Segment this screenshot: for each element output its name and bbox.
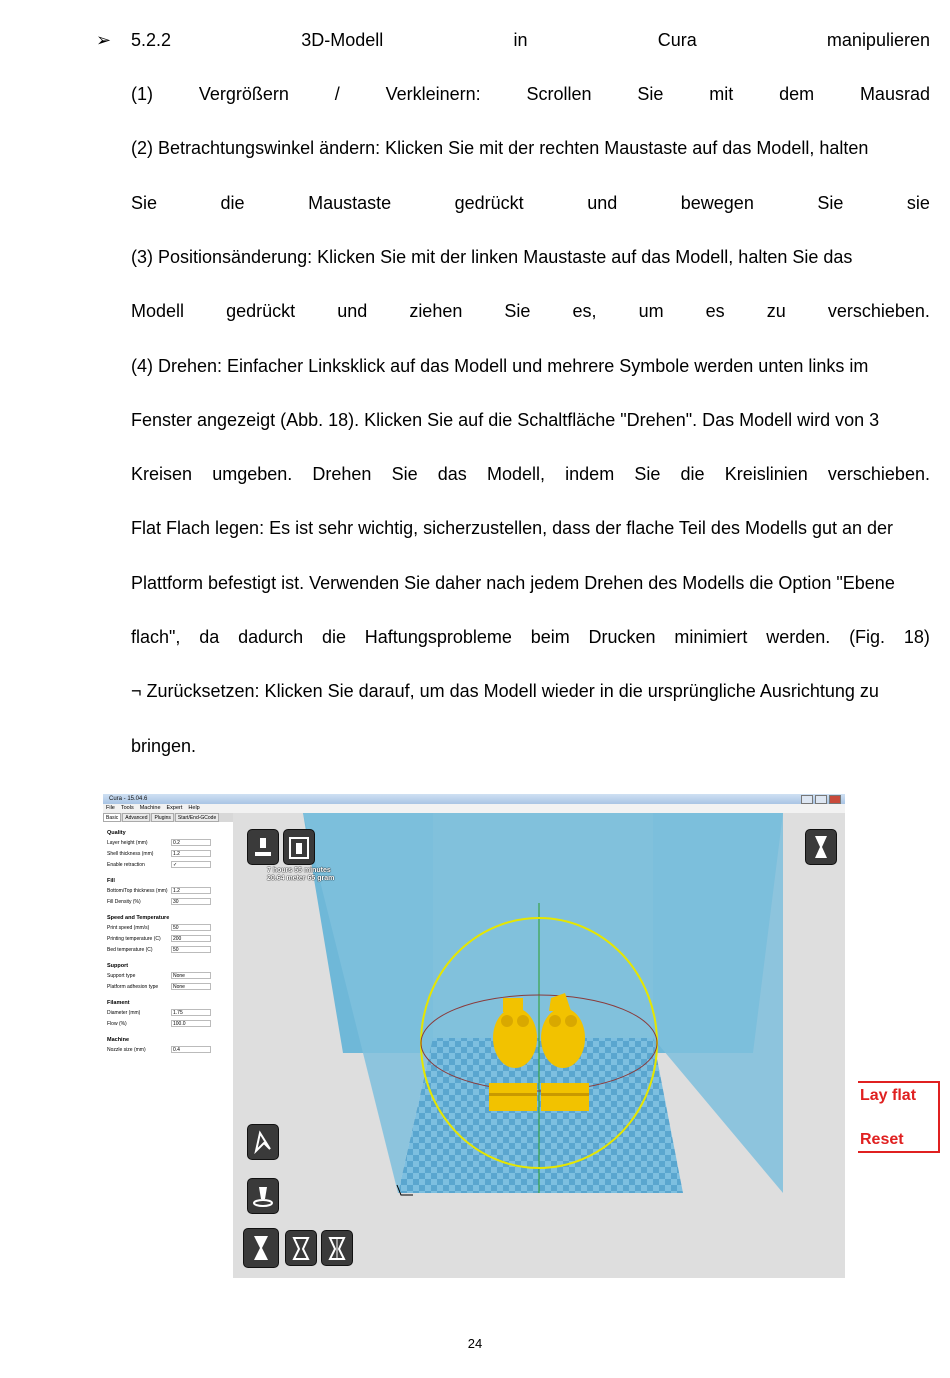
settings-label: Fill Density (%) (107, 899, 141, 905)
settings-row (107, 1021, 227, 1029)
tab-plugins[interactable]: Plugins (151, 813, 173, 822)
tab-basic[interactable]: Basic (103, 813, 121, 822)
body-line: (2) Betrachtungswinkel ändern: Klicken Sie mit der rechten Maustaste auf das Modell, halten (131, 138, 869, 158)
settings-label: Diameter (mm) (107, 1010, 141, 1016)
menu-tools[interactable]: Tools (120, 805, 134, 811)
body-line: Kreisen umgeben. Drehen Sie das Modell, indem Sie die Kreislinien verschieben. (131, 464, 930, 484)
settings-row (107, 925, 227, 933)
view-mode-icon[interactable] (805, 829, 837, 865)
lay-flat-icon[interactable] (247, 1178, 279, 1214)
section-heading: 5.2.2 3D-Modell in Cura manipulieren (131, 30, 930, 50)
page-number: 24 (467, 1336, 483, 1351)
settings-section-title: Machine (107, 1037, 130, 1043)
settings-value-field[interactable]: None (171, 983, 211, 990)
settings-label: Enable retraction (107, 862, 145, 868)
settings-panel (103, 822, 234, 1278)
settings-row (107, 1010, 227, 1018)
settings-row (107, 984, 227, 992)
reset-label: Reset (860, 1131, 904, 1148)
settings-value-field[interactable]: 1.2 (171, 887, 211, 894)
settings-value-field[interactable]: 30 (171, 898, 211, 905)
body-line: flach", da dadurch die Haftungsprobleme beim Drucken minimiert werden. (Fig. 18) (131, 627, 930, 647)
settings-label: Support type (107, 973, 136, 979)
settings-section-title: Support (107, 963, 129, 969)
menu-file[interactable]: File (106, 805, 115, 811)
body-line: bringen. (131, 736, 197, 756)
settings-row (107, 899, 227, 907)
settings-value-field[interactable]: 1.75 (171, 1009, 211, 1016)
settings-section-title: Filament (107, 1000, 130, 1006)
body-line: Flat Flach legen: Es ist sehr wichtig, sicherzustellen, dass der flache Teil des Modells gut an der (131, 518, 894, 538)
settings-row (107, 888, 227, 896)
menu-bar (103, 804, 845, 813)
settings-value-field[interactable]: ✓ (171, 861, 211, 868)
settings-value-field[interactable]: None (171, 972, 211, 979)
settings-row (107, 936, 227, 944)
body-line: (1) Vergrößern / Verkleinern: Scrollen Sie mit dem Mausrad (131, 84, 930, 104)
build-volume-right (653, 813, 783, 1193)
body-line: (4) Drehen: Einfacher Linksklick auf das Modell und mehrere Symbole werden unten links im (131, 356, 869, 376)
mirror-tool-icon[interactable] (321, 1230, 353, 1266)
settings-label: Layer height (mm) (107, 840, 148, 846)
settings-row (107, 1047, 227, 1055)
print-save-icon[interactable] (283, 829, 315, 865)
body-line: Sie die Maustaste gedrückt und bewegen Sie sie (131, 193, 930, 213)
scale-tool-icon[interactable] (285, 1230, 317, 1266)
body-line: Fenster angezeigt (Abb. 18). Klicken Sie auf die Schaltfläche "Drehen". Das Modell wird von 3 (131, 410, 880, 430)
menu-machine[interactable]: Machine (139, 805, 161, 811)
settings-label: Nozzle size (mm) (107, 1047, 146, 1053)
settings-label: Printing temperature (C) (107, 936, 161, 942)
settings-row (107, 973, 227, 981)
settings-row (107, 947, 227, 955)
3d-viewport[interactable] (233, 813, 845, 1278)
cura-screenshot (103, 794, 845, 1278)
window-title: Cura - 15.04.6 (109, 796, 148, 802)
settings-value-field[interactable]: 0.2 (171, 839, 211, 846)
settings-section-title: Fill (107, 878, 115, 884)
settings-value-field[interactable]: 200 (171, 935, 211, 942)
settings-label: Bottom/Top thickness (mm) (107, 888, 168, 894)
settings-label: Print speed (mm/s) (107, 925, 150, 931)
close-icon[interactable] (829, 795, 841, 804)
filament-usage: 20.64 meter 65 gram (267, 875, 335, 882)
settings-label: Bed temperature (C) (107, 947, 153, 953)
settings-label: Shell thickness (mm) (107, 851, 154, 857)
settings-section-title: Speed and Temperature (107, 915, 170, 921)
bullet-marker-icon: ➢ (96, 30, 112, 50)
build-plate (398, 1038, 683, 1193)
lay-flat-label: Lay flat (860, 1087, 917, 1104)
window-titlebar (103, 794, 845, 804)
settings-value-field[interactable]: 50 (171, 924, 211, 931)
reset-rotation-icon[interactable] (243, 1228, 279, 1268)
settings-row (107, 862, 227, 870)
print-estimate (267, 867, 334, 883)
load-model-icon[interactable] (247, 829, 279, 865)
annotation-callout (858, 1081, 940, 1153)
print-time: 7 hours 55 minutes (267, 867, 331, 874)
tab-start-end-gcode[interactable]: Start/End-GCode (175, 813, 219, 822)
maximize-icon[interactable] (815, 795, 827, 804)
menu-expert[interactable]: Expert (166, 805, 183, 811)
settings-label: Platform adhesion type (107, 984, 159, 990)
settings-value-field[interactable]: 1.2 (171, 850, 211, 857)
body-line: Modell gedrückt und ziehen Sie es, um es zu verschieben. (131, 301, 930, 321)
build-volume-back-center (433, 813, 653, 1038)
body-line: Plattform befestigt ist. Verwenden Sie daher nach jedem Drehen des Modells die Option "Ebene (131, 573, 895, 593)
settings-row (107, 851, 227, 859)
settings-value-field[interactable]: 0.4 (171, 1046, 211, 1053)
body-line: ¬ Zurücksetzen: Klicken Sie darauf, um das Modell wieder in die ursprüngliche Ausrichtung zu (131, 681, 879, 701)
settings-value-field[interactable]: 100.0 (171, 1020, 211, 1027)
tab-advanced[interactable]: Advanced (122, 813, 150, 822)
settings-value-field[interactable]: 50 (171, 946, 211, 953)
settings-section-title: Quality (107, 830, 126, 836)
settings-row (107, 840, 227, 848)
menu-help[interactable]: Help (188, 805, 200, 811)
settings-tabs (103, 813, 233, 822)
minimize-icon[interactable] (801, 795, 813, 804)
rotate-tool-icon[interactable] (247, 1124, 279, 1160)
body-line: (3) Positionsänderung: Klicken Sie mit der linken Maustaste auf das Modell, halten Sie das (131, 247, 853, 267)
settings-label: Flow (%) (107, 1021, 127, 1027)
